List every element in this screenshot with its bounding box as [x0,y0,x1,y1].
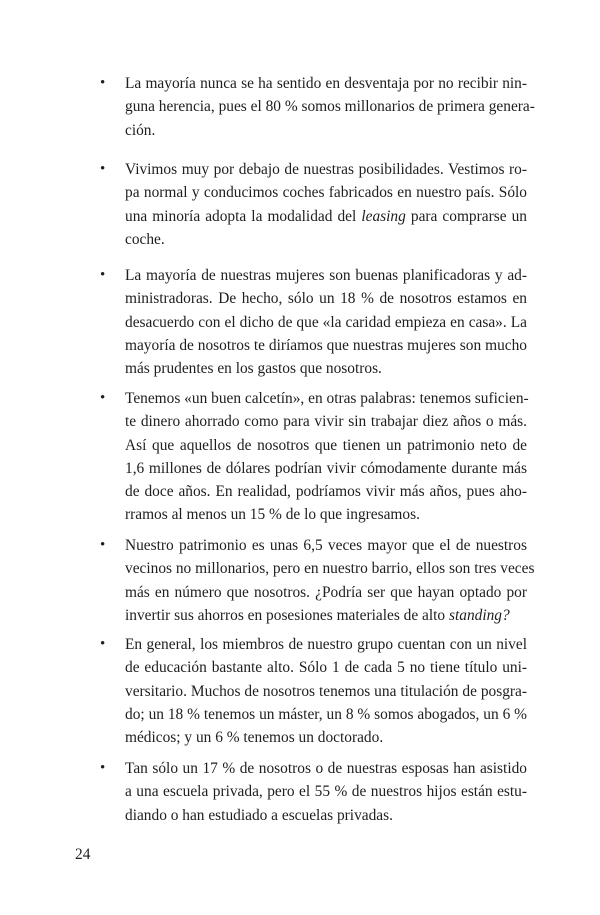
bullet-item-2 [100,158,527,251]
text-line-mixed [125,205,527,228]
text-segment: una minoría adopta la modalidad del [125,207,357,225]
text-line: versitario. Muchos de nosotros tenemos una titulación de posgra- [125,682,527,700]
text-line: La mayoría de nuestras mujeres son buenas planificadoras y ad- [125,267,527,284]
bullet-icon: • [100,390,106,406]
text-line: En general, los miembros de nuestro grupo cuentan con un nivel [125,636,527,653]
text-line: rramos al menos un 15 % de lo que ingresamos. [125,506,420,524]
text-segment: para comprarse un [410,207,527,225]
text-line: de doce años. En realidad, podríamos vivir más años, pues aho- [125,483,527,501]
text-line: Tan sólo un 17 % de nosotros o de nuestras esposas han asistido [125,760,527,777]
text-line: coche. [125,230,165,248]
text-line: a una escuela privada, pero el 55 % de nuestros hijos están estu- [125,783,527,801]
text-line: Tenemos «un buen calcetín», en otras palabras: tenemos suficien- [125,390,529,407]
bullet-item-1 [100,72,535,142]
italic-term: leasing [361,207,406,225]
text-line: La mayoría nunca se ha sentido en desventaja por no recibir nin- [125,75,527,92]
bullet-item-3 [100,264,527,380]
bullet-icon: • [100,161,106,177]
text-line: de educación bastante alto. Sólo 1 de cada 5 no tiene título uni- [125,659,527,677]
text-line: ción. [125,121,156,139]
text-line: Así que aquellos de nosotros que tienen un patrimonio neto de [125,436,527,454]
bullet-item-4 [100,387,529,527]
bullet-icon: • [100,75,106,91]
italic-term: standing? [448,606,510,624]
text-line: desacuerdo con el dicho de que «la caridad empieza en casa». La [125,313,527,331]
text-line: más prudentes en los gastos que nosotros. [125,360,382,378]
text-line: te dinero ahorrado como para vivir sin trabajar diez años o más. [125,413,527,431]
text-line: diando o han estudiado a escuelas privadas. [125,806,393,824]
text-line: mayoría de nosotros te diríamos que nuestras mujeres son mucho [125,336,527,354]
text-segment: invertir sus ahorros en posesiones materiales de alto [125,606,446,624]
text-line: ministradoras. De hecho, sólo un 18 % de nosotros estamos en [125,290,527,308]
bullet-item-6 [100,633,527,749]
bullet-icon: • [100,636,106,652]
bullet-icon: • [100,760,106,776]
bullet-item-7 [100,757,527,827]
text-line: Nuestro patrimonio es unas 6,5 veces mayor que el de nuestros [125,537,527,554]
text-line: 1,6 millones de dólares podrían vivir cómodamente durante más [125,459,527,477]
text-line: guna herencia, pues el 80 % somos millonarios de primera genera- [125,98,535,116]
text-line: pa normal y conducimos coches fabricados en nuestro país. Sólo [125,184,527,202]
bullet-icon: • [100,267,106,283]
text-line: do; un 18 % tenemos un máster, un 8 % somos abogados, un 6 % [125,705,527,723]
page-number: 24 [75,846,91,863]
text-line: Vivimos muy por debajo de nuestras posibilidades. Vestimos ro- [125,161,527,178]
bullet-icon: • [100,537,106,553]
text-line-mixed [125,604,527,627]
bullet-item-5 [100,534,535,627]
text-line: médicos; y un 6 % tenemos un doctorado. [125,729,384,747]
text-line: más en número que nosotros. ¿Podría ser que hayan optado por [125,583,527,601]
text-line: vecinos no millonarios, pero en nuestro barrio, ellos son tres veces [125,560,535,578]
